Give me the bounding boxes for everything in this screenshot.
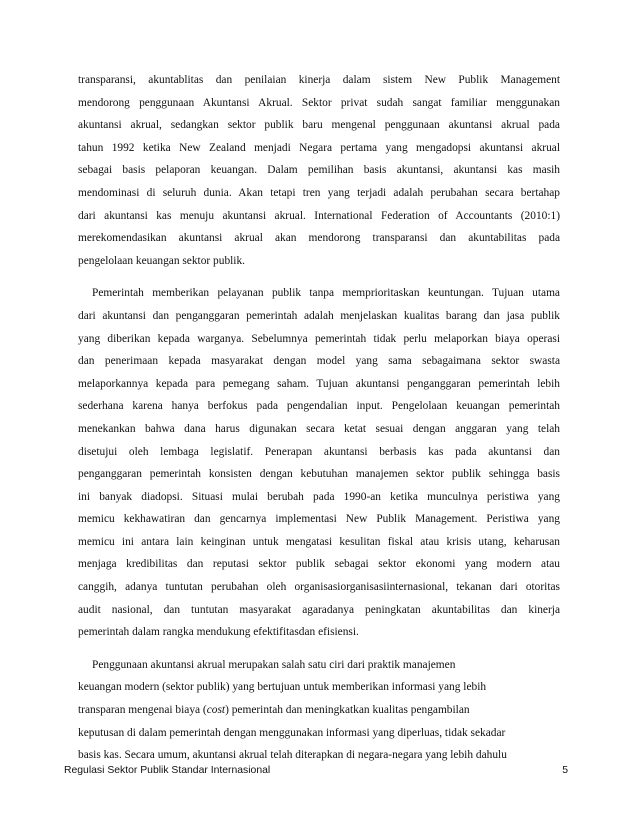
text-line: Penggunaan akuntansi akrual merupakan salah satu ciri dari praktik manajemen: [92, 658, 456, 671]
paragraph-2: [78, 282, 560, 644]
text-line: merekomendasikan akuntansi akrual akan mendorong transparansi dan akuntabilitas pada: [78, 232, 560, 245]
text-line: audit nasional, dan tuntutan masyarakat agaradanya peningkatan akuntabilitas dan kinerja: [78, 603, 560, 616]
text-line: akuntansi akrual, sedangkan sektor publik baru mengenal penggunaan akuntansi akrual pada: [78, 119, 560, 132]
paragraph-1: [78, 69, 560, 272]
page-number: 5: [562, 765, 568, 776]
text-line: melaporkannya kepada para pemegang saham. Tujuan akuntansi penganggaran pemerintah lebih: [78, 377, 560, 390]
text-line: keputusan di dalam pemerintah dengan menggunakan informasi yang diperluas, tidak sekadar: [78, 726, 506, 739]
text-line: dari akuntansi kas menuju akuntansi akrual. International Federation of Accountants (2010:1): [78, 209, 560, 222]
text-line: canggih, adanya tuntutan perubahan oleh organisasiorganisasiinternasional, tekanan dari otoritas: [78, 581, 560, 594]
text-line: menekankan bahwa dana harus digunakan secara ketat sesuai dengan anggaran yang telah: [78, 422, 560, 435]
text-line: basis kas. Secara umum, akuntansi akrual telah diterapkan di negara-negara yang lebih dahulu: [78, 749, 507, 762]
text-line: mendorong penggunaan Akuntansi Akrual. Sektor privat sudah sangat familiar menggunakan: [78, 96, 560, 109]
text-line: memicu kekhawatiran dan gencarnya implementasi New Publik Management. Peristiwa yang: [78, 513, 560, 526]
text-line-part: transparan mengenai biaya (cost) pemerintah dan meningkatkan kualitas pengambilan: [78, 704, 470, 717]
paragraph-3: [78, 654, 560, 767]
text-line: Pemerintah memberikan pelayanan publik tanpa memprioritaskan keuntungan. Tujuan utama: [92, 287, 560, 300]
text-line: pemerintah dalam rangka mendukung efektifitasdan efisiensi.: [78, 626, 359, 639]
text-line: disetujui oleh lembaga legislatif. Penerapan akuntansi berbasis kas pada akuntansi dan: [78, 445, 560, 458]
page-footer: [64, 765, 568, 776]
text-line: memicu ini antara lain keinginan untuk mengatasi kesulitan fiskal atau krisis utang, keharusan: [78, 535, 560, 548]
text-line: tahun 1992 ketika New Zealand menjadi Negara pertama yang mengadopsi akuntansi akrual: [78, 141, 560, 154]
footer-title: Regulasi Sektor Publik Standar Internasional: [64, 765, 271, 776]
text-line: pengelolaan keuangan sektor publik.: [78, 254, 246, 267]
text-line: mendominasi di seluruh dunia. Akan tetapi tren yang terjadi adalah perubahan secara bertahap: [78, 186, 560, 199]
text-line: transparansi, akuntablitas dan penilaian kinerja dalam sistem New Publik Management: [78, 74, 560, 86]
text-line: yang diberikan kepada warganya. Sebelumnya pemerintah tidak perlu melaporkan biaya operasi: [78, 332, 560, 345]
text-line: dari akuntansi dan penganggaran pemerintah adalah menjelaskan kualitas barang dan jasa publik: [78, 309, 560, 322]
text-line: [78, 699, 560, 722]
body-text: [78, 69, 560, 767]
text-line: dan penerimaan kepada masyarakat dengan model yang sama sebagaimana sektor swasta: [78, 355, 560, 368]
text-line: keuangan modern (sektor publik) yang bertujuan untuk memberikan informasi yang lebih: [78, 681, 487, 694]
text-line: menjaga kredibilitas dan reputasi sektor publik sebagai sektor ekonomi yang modern atau: [78, 558, 560, 571]
text-line: sederhana karena hanya berfokus pada pengendalian input. Pengelolaan keuangan pemerintah: [78, 400, 560, 413]
text-line: sebagai basis pelaporan keuangan. Dalam pemilihan basis akuntansi, akuntansi kas masih: [78, 164, 560, 177]
text-line: penganggaran pemerintah konsisten dengan kebutuhan manajemen sektor publik sehingga basis: [78, 468, 560, 481]
text-line: ini banyak diadopsi. Situasi mulai berubah pada 1990-an ketika munculnya peristiwa yang: [78, 490, 560, 503]
italic-term: cost: [206, 704, 226, 717]
